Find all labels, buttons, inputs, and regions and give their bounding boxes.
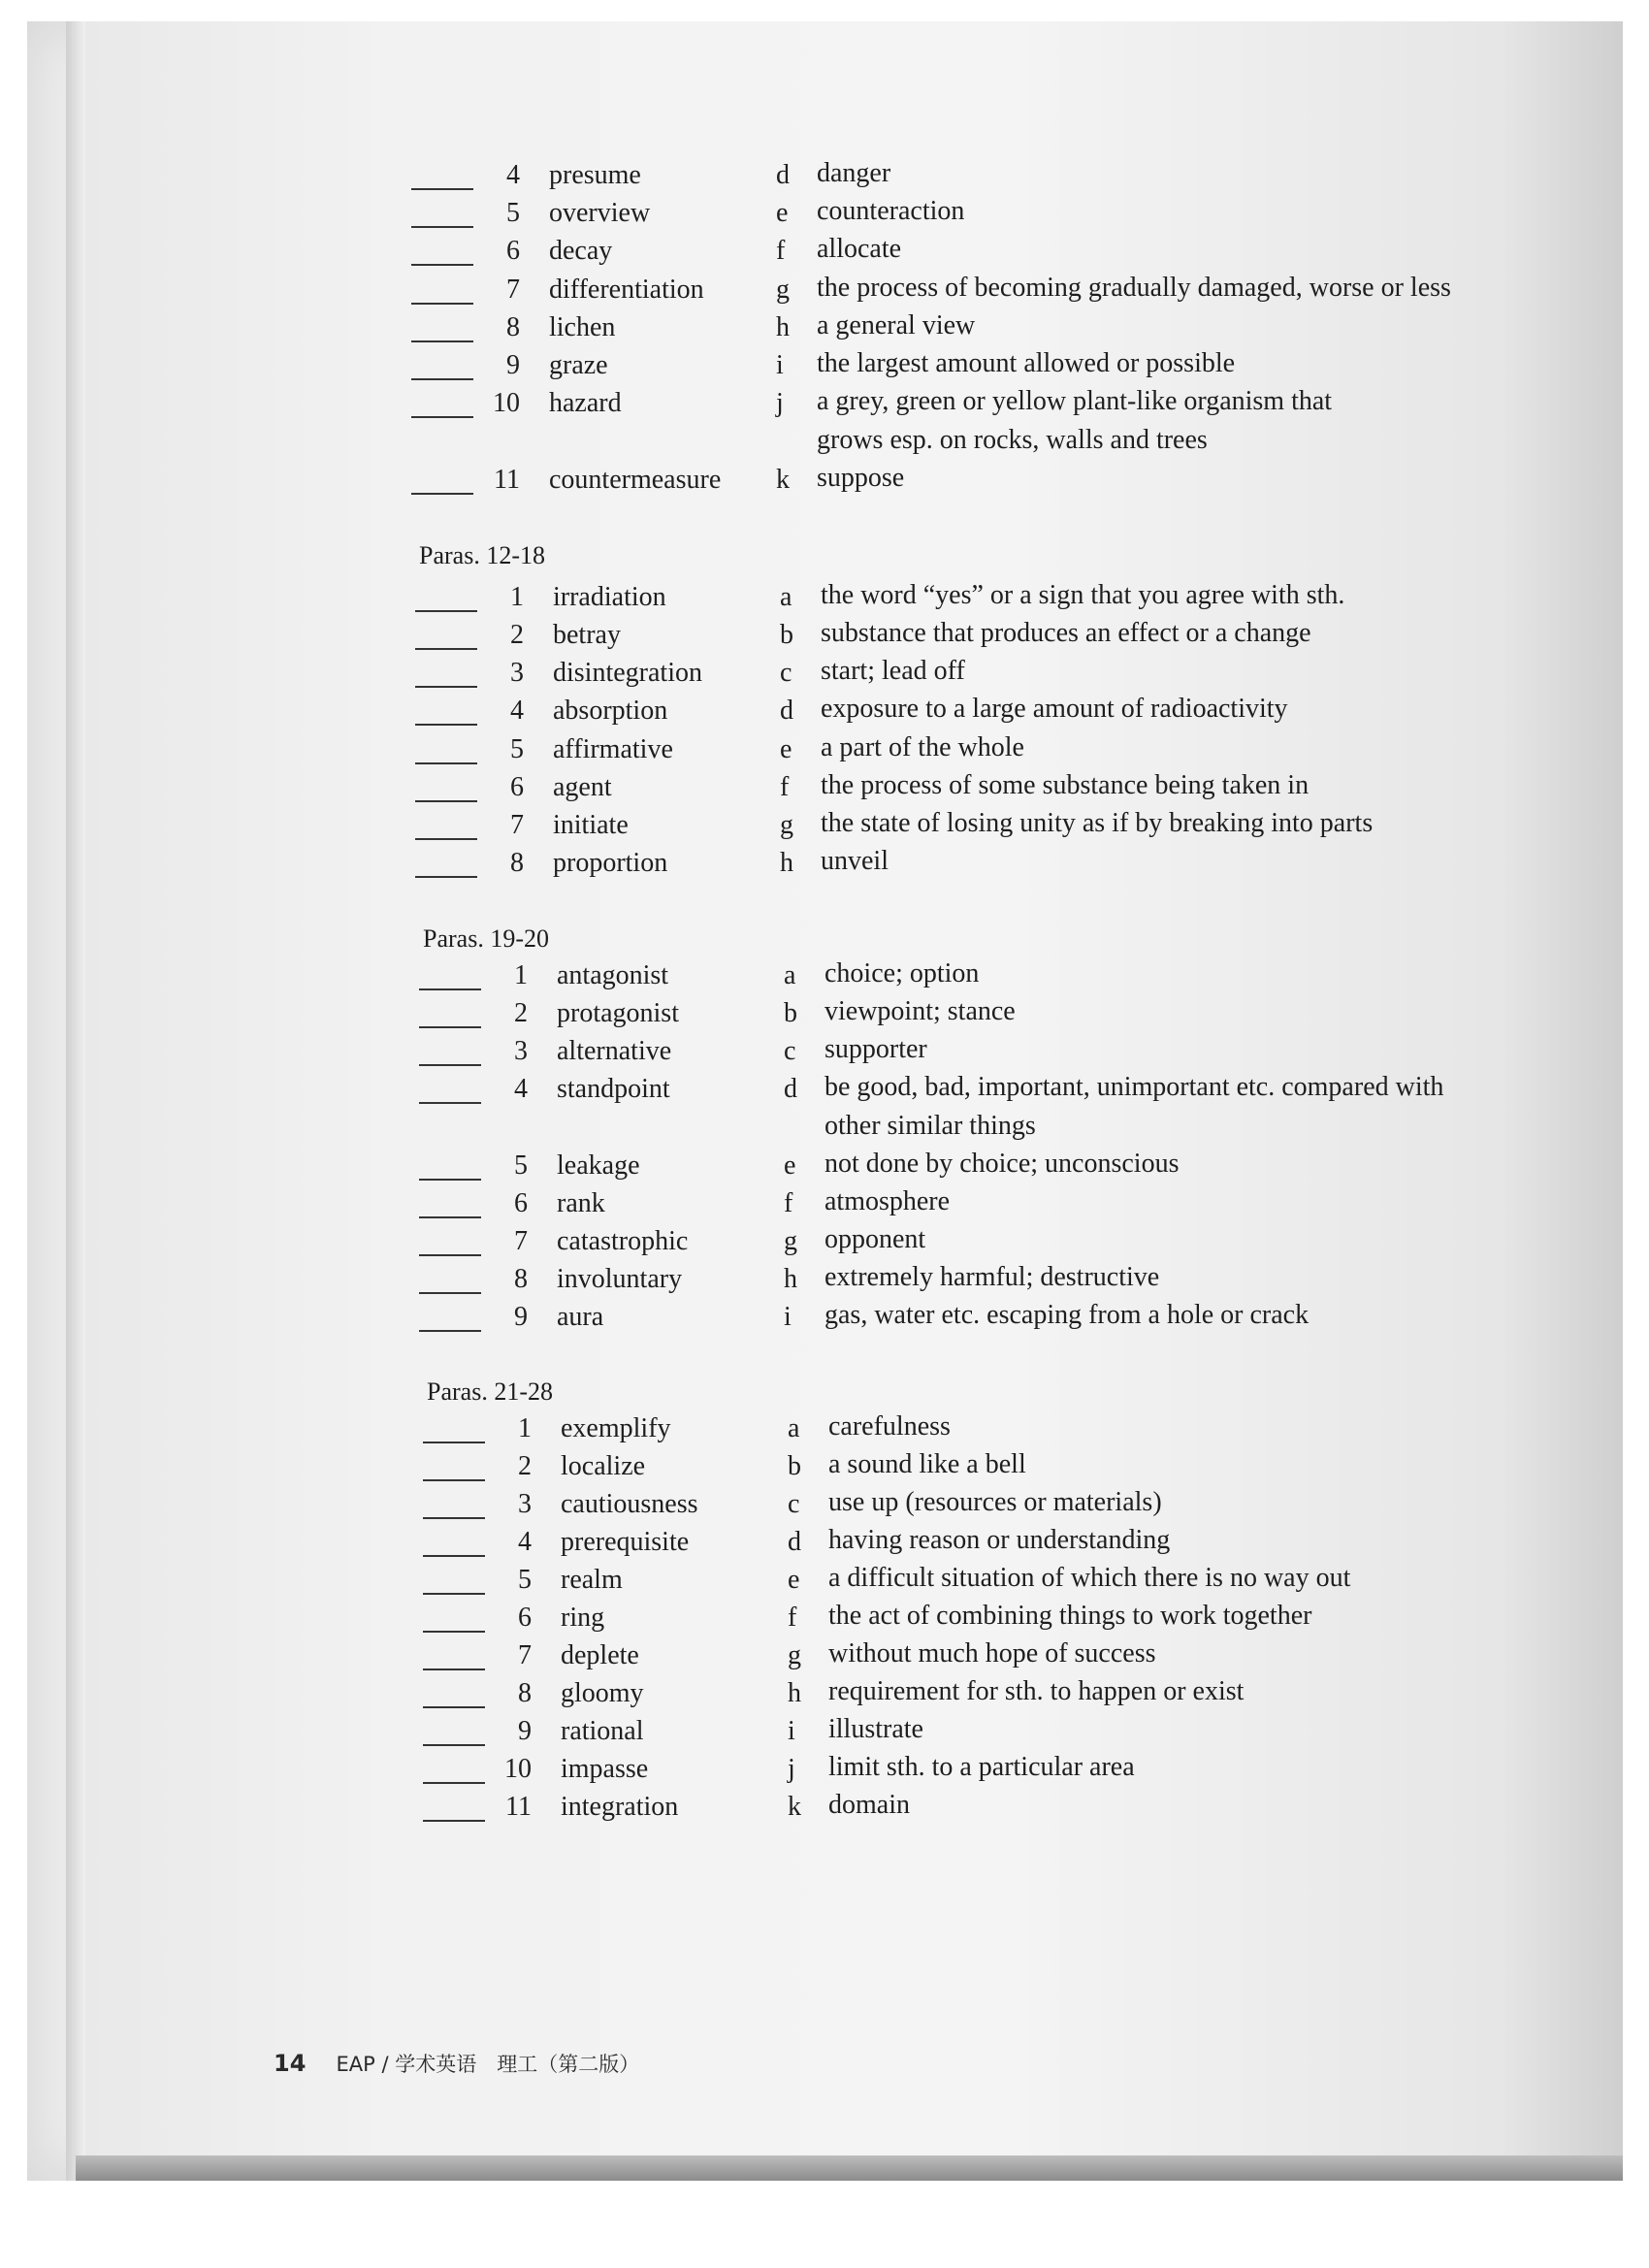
answer-blank[interactable] [411, 340, 473, 342]
item-number: 7 [518, 1640, 532, 1670]
vocabulary-word: localize [561, 1451, 646, 1481]
item-number: 7 [514, 1226, 528, 1256]
item-number: 8 [506, 312, 520, 342]
definition-text: without much hope of success [828, 1638, 1156, 1669]
definition-text: a difficult situation of which there is no way out [828, 1563, 1351, 1593]
option-letter: j [788, 1754, 795, 1784]
item-number: 1 [510, 582, 524, 612]
option-letter: f [784, 1188, 793, 1218]
definition-text: having reason or understanding [828, 1525, 1171, 1555]
option-letter: h [776, 312, 790, 342]
item-number: 5 [514, 1150, 528, 1181]
item-number: 8 [514, 1264, 528, 1294]
item-number: 2 [514, 998, 528, 1028]
definition-text: counteraction [817, 196, 965, 226]
answer-blank[interactable] [423, 1593, 485, 1595]
matching-row [0, 1716, 1649, 1753]
answer-blank[interactable] [415, 762, 477, 764]
item-number: 11 [494, 465, 520, 495]
option-letter: e [780, 734, 792, 764]
matching-row [0, 1302, 1649, 1339]
page-bottom-shadow [76, 2155, 1623, 2181]
item-number: 9 [514, 1302, 528, 1332]
option-letter: k [776, 465, 790, 495]
item-number: 7 [510, 810, 524, 840]
definition-text: atmosphere [824, 1186, 951, 1216]
definition-text: grows esp. on rocks, walls and trees [817, 425, 1208, 455]
vocabulary-word: disintegration [553, 658, 702, 688]
item-number: 5 [510, 734, 524, 764]
vocabulary-word: gloomy [561, 1678, 644, 1708]
answer-blank[interactable] [423, 1555, 485, 1557]
option-letter: i [776, 350, 784, 380]
definition-text: the act of combining things to work together [828, 1601, 1312, 1631]
page-number: 14 [274, 2050, 307, 2077]
vocabulary-word: leakage [557, 1150, 640, 1181]
vocabulary-word: betray [553, 620, 621, 650]
item-number: 3 [518, 1489, 532, 1519]
item-number: 2 [510, 620, 524, 650]
option-letter: i [784, 1302, 792, 1332]
answer-blank[interactable] [411, 416, 473, 418]
matching-row [0, 386, 1649, 455]
answer-blank[interactable] [411, 493, 473, 495]
answer-blank[interactable] [411, 226, 473, 228]
item-number: 1 [514, 960, 528, 990]
option-letter: b [780, 620, 793, 650]
item-number: 9 [506, 350, 520, 380]
vocabulary-word: decay [549, 236, 613, 266]
answer-blank[interactable] [415, 686, 477, 688]
answer-blank[interactable] [423, 1782, 485, 1784]
matching-row [0, 1678, 1649, 1715]
item-number: 4 [506, 160, 520, 190]
vocabulary-word: cautiousness [561, 1489, 698, 1519]
definition-text: other similar things [824, 1111, 1036, 1141]
book-title: EAP / 学术英语 理工（第二版） [336, 2053, 640, 2076]
vocabulary-word: graze [549, 350, 608, 380]
definition-text: viewpoint; stance [824, 996, 1016, 1026]
vocabulary-word: standpoint [557, 1074, 670, 1104]
item-number: 10 [504, 1754, 532, 1784]
vocabulary-word: involuntary [557, 1264, 683, 1294]
option-letter: d [776, 160, 790, 190]
definition-text: supporter [824, 1034, 927, 1064]
item-number: 5 [506, 198, 520, 228]
definition-text: a general view [817, 310, 976, 340]
answer-blank[interactable] [411, 378, 473, 380]
answer-blank[interactable] [423, 1706, 485, 1708]
option-letter: d [780, 696, 793, 726]
vocabulary-word: rational [561, 1716, 644, 1746]
matching-row [0, 1489, 1649, 1526]
option-letter: g [780, 810, 793, 840]
vocabulary-word: initiate [553, 810, 629, 840]
option-letter: g [788, 1640, 801, 1670]
definition-text: extremely harmful; destructive [824, 1262, 1160, 1292]
option-letter: b [788, 1451, 801, 1481]
vocabulary-word: alternative [557, 1036, 672, 1066]
vocabulary-word: realm [561, 1565, 623, 1595]
matching-row [0, 236, 1649, 273]
vocabulary-word: exemplify [561, 1413, 671, 1443]
vocabulary-word: catastrophic [557, 1226, 689, 1256]
answer-blank[interactable] [419, 1330, 481, 1332]
answer-blank[interactable] [419, 1216, 481, 1218]
matching-row [0, 1072, 1649, 1141]
definition-text: be good, bad, important, unimportant etc. compared with [824, 1072, 1444, 1102]
option-letter: a [788, 1413, 800, 1443]
answer-blank[interactable] [419, 1292, 481, 1294]
definition-text: not done by choice; unconscious [824, 1149, 1180, 1179]
definition-text: the word “yes” or a sign that you agree with sth. [821, 580, 1345, 610]
definition-text: choice; option [824, 958, 980, 988]
matching-row [0, 1640, 1649, 1677]
answer-blank[interactable] [415, 876, 477, 878]
answer-blank[interactable] [415, 838, 477, 840]
item-number: 3 [514, 1036, 528, 1066]
answer-blank[interactable] [423, 1744, 485, 1746]
option-letter: k [788, 1792, 801, 1822]
answer-blank[interactable] [423, 1631, 485, 1633]
definition-text: danger [817, 158, 891, 188]
answer-blank[interactable] [411, 303, 473, 305]
page-footer [274, 2049, 639, 2078]
item-number: 3 [510, 658, 524, 688]
item-number: 2 [518, 1451, 532, 1481]
option-letter: c [780, 658, 792, 688]
answer-blank[interactable] [411, 264, 473, 266]
option-letter: d [788, 1527, 801, 1557]
option-letter: h [784, 1264, 797, 1294]
matching-row [0, 1527, 1649, 1564]
definition-text: the largest amount allowed or possible [817, 348, 1236, 378]
item-number: 7 [506, 275, 520, 305]
definition-text: limit sth. to a particular area [828, 1752, 1135, 1782]
matching-row [0, 465, 1649, 502]
option-letter: g [784, 1226, 797, 1256]
option-letter: a [784, 960, 796, 990]
section-heading: Paras. 19-20 [423, 924, 549, 953]
definition-text: unveil [821, 846, 889, 876]
item-number: 4 [518, 1527, 532, 1557]
definition-text: the process of some substance being taken in [821, 770, 1310, 800]
item-number: 6 [506, 236, 520, 266]
definition-text: carefulness [828, 1411, 951, 1442]
option-letter: h [788, 1678, 801, 1708]
vocabulary-word: prerequisite [561, 1527, 690, 1557]
item-number: 1 [518, 1413, 532, 1443]
vocabulary-word: protagonist [557, 998, 679, 1028]
item-number: 8 [510, 848, 524, 878]
vocabulary-word: agent [553, 772, 612, 802]
matching-row [0, 1565, 1649, 1602]
vocabulary-word: countermeasure [549, 465, 722, 495]
answer-blank[interactable] [423, 1442, 485, 1443]
answer-blank[interactable] [419, 1179, 481, 1181]
option-letter: a [780, 582, 792, 612]
item-number: 5 [518, 1565, 532, 1595]
definition-text: gas, water etc. escaping from a hole or crack [824, 1300, 1310, 1330]
option-letter: c [788, 1489, 800, 1519]
matching-row [0, 1451, 1649, 1488]
answer-blank[interactable] [423, 1479, 485, 1481]
matching-row [0, 1754, 1649, 1791]
vocabulary-word: rank [557, 1188, 605, 1218]
option-letter: f [776, 236, 786, 266]
vocabulary-word: integration [561, 1792, 679, 1822]
option-letter: h [780, 848, 793, 878]
matching-row [0, 1413, 1649, 1450]
vocabulary-word: overview [549, 198, 651, 228]
matching-row [0, 848, 1649, 885]
answer-blank[interactable] [415, 800, 477, 802]
item-number: 4 [514, 1074, 528, 1104]
item-number: 8 [518, 1678, 532, 1708]
definition-text: start; lead off [821, 656, 965, 686]
answer-blank[interactable] [419, 1102, 481, 1104]
vocabulary-word: irradiation [553, 582, 666, 612]
item-number: 11 [505, 1792, 532, 1822]
definition-text: a sound like a bell [828, 1449, 1026, 1479]
vocabulary-word: aura [557, 1302, 604, 1332]
answer-blank[interactable] [423, 1517, 485, 1519]
option-letter: f [788, 1603, 797, 1633]
definition-text: substance that produces an effect or a change [821, 618, 1311, 648]
definition-text: the state of losing unity as if by breaking into parts [821, 808, 1374, 838]
vocabulary-word: hazard [549, 388, 622, 418]
definition-text: use up (resources or materials) [828, 1487, 1162, 1517]
vocabulary-word: deplete [561, 1640, 639, 1670]
definition-text: exposure to a large amount of radioactivity [821, 694, 1288, 724]
vocabulary-word: antagonist [557, 960, 669, 990]
definition-text: a grey, green or yellow plant-like organism that [817, 386, 1333, 416]
option-letter: b [784, 998, 797, 1028]
vocabulary-word: impasse [561, 1754, 649, 1784]
option-letter: j [776, 388, 784, 418]
section-heading: Paras. 12-18 [419, 541, 545, 569]
option-letter: f [780, 772, 790, 802]
definition-text: a part of the whole [821, 732, 1024, 762]
matching-row [0, 696, 1649, 732]
vocabulary-word: presume [549, 160, 641, 190]
answer-blank[interactable] [419, 988, 481, 990]
answer-blank[interactable] [411, 188, 473, 190]
answer-blank[interactable] [415, 610, 477, 612]
answer-blank[interactable] [419, 1254, 481, 1256]
matching-row [0, 1603, 1649, 1639]
answer-blank[interactable] [415, 648, 477, 650]
answer-blank[interactable] [423, 1669, 485, 1670]
option-letter: e [776, 198, 789, 228]
definition-text: suppose [817, 463, 905, 493]
vocabulary-word: absorption [553, 696, 668, 726]
item-number: 6 [518, 1603, 532, 1633]
answer-blank[interactable] [419, 1064, 481, 1066]
option-letter: i [788, 1716, 795, 1746]
item-number: 10 [493, 388, 520, 418]
vocabulary-word: differentiation [549, 275, 704, 305]
definition-text: opponent [824, 1224, 926, 1254]
option-letter: e [784, 1150, 796, 1181]
vocabulary-word: affirmative [553, 734, 673, 764]
option-letter: e [788, 1565, 800, 1595]
item-number: 9 [518, 1716, 532, 1746]
section-heading: Paras. 21-28 [427, 1377, 553, 1406]
vocabulary-word: proportion [553, 848, 668, 878]
vocabulary-word: lichen [549, 312, 616, 342]
matching-row [0, 1792, 1649, 1829]
definition-text: allocate [817, 234, 902, 264]
answer-blank[interactable] [415, 724, 477, 726]
vocabulary-word: ring [561, 1603, 605, 1633]
option-letter: c [784, 1036, 796, 1066]
option-letter: d [784, 1074, 797, 1104]
option-letter: g [776, 275, 790, 305]
definition-text: the process of becoming gradually damaged, worse or less [817, 273, 1451, 303]
item-number: 6 [510, 772, 524, 802]
item-number: 6 [514, 1188, 528, 1218]
definition-text: illustrate [828, 1714, 923, 1744]
definition-text: domain [828, 1790, 910, 1820]
answer-blank[interactable] [423, 1820, 485, 1822]
answer-blank[interactable] [419, 1026, 481, 1028]
item-number: 4 [510, 696, 524, 726]
definition-text: requirement for sth. to happen or exist [828, 1676, 1245, 1706]
